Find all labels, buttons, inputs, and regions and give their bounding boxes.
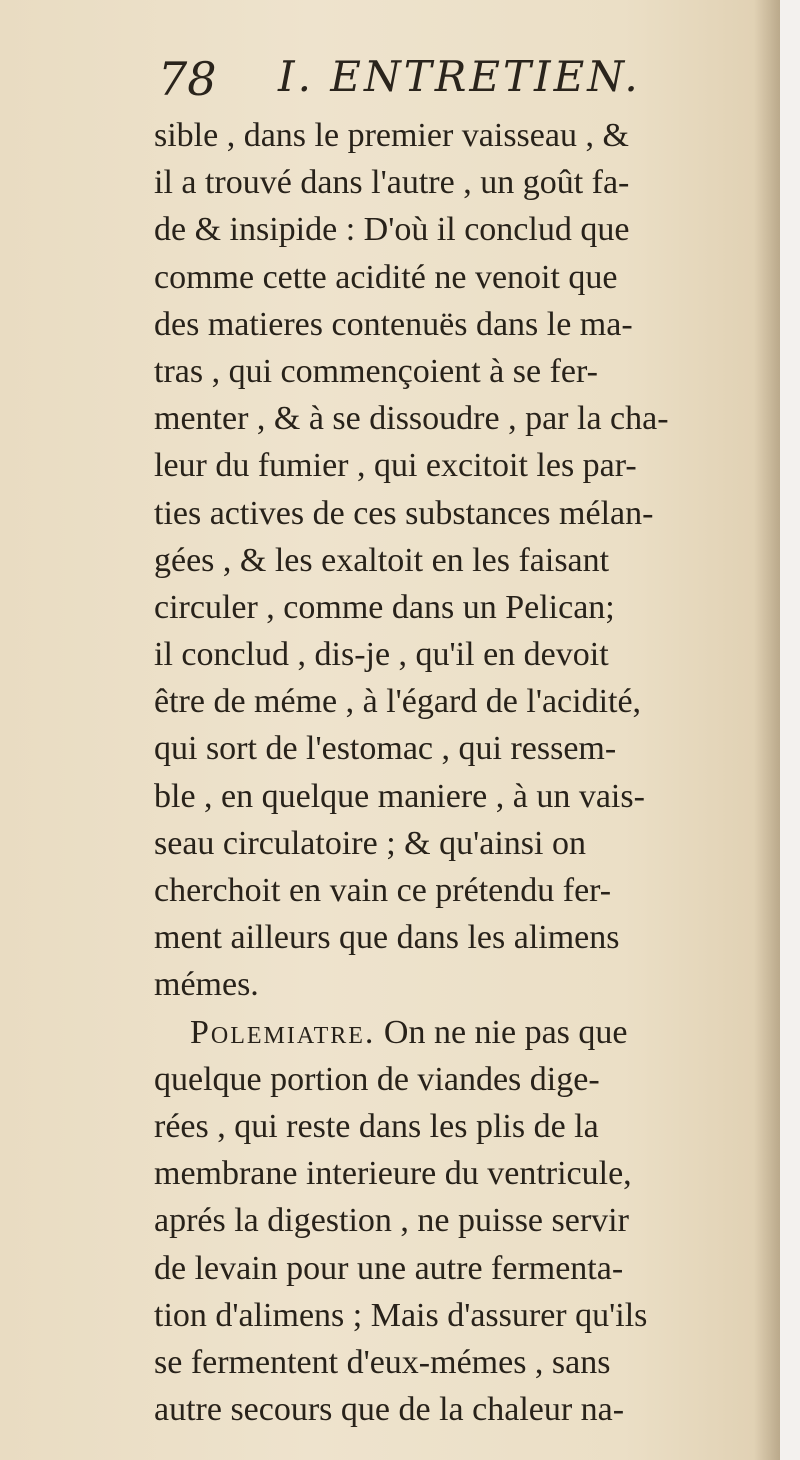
- text-line: comme cette acidité ne venoit que: [154, 258, 618, 296]
- text-line: tion d'alimens ; Mais d'assurer qu'ils: [154, 1296, 648, 1334]
- text-line: menter , & à se dissoudre , par la cha-: [154, 400, 669, 438]
- text-line: aprés la digestion , ne puisse servir: [154, 1202, 629, 1240]
- paragraph-1: [154, 112, 764, 1009]
- text-line: gées , & les exaltoit en les faisant: [154, 541, 610, 579]
- text-line: se fermentent d'eux-mémes , sans: [154, 1343, 611, 1381]
- text-line: quelque portion de viandes dige-: [154, 1060, 600, 1098]
- text-line: de levain pour une autre fermenta-: [154, 1249, 624, 1287]
- text-line: rées , qui reste dans les plis de la: [154, 1107, 599, 1145]
- page-body: [154, 112, 764, 1433]
- running-head: I. ENTRETIEN.: [278, 52, 641, 101]
- text-line: seau circulatoire ; & qu'ainsi on: [154, 824, 586, 862]
- text-line: ment ailleurs que dans les alimens: [154, 919, 620, 957]
- text-line: qui sort de l'estomac , qui ressem-: [154, 730, 617, 768]
- text-line: tras , qui commençoient à se fer-: [154, 352, 598, 390]
- text-line: circuler , comme dans un Pelican;: [154, 588, 615, 626]
- text-line: ties actives de ces substances mélan-: [154, 494, 654, 532]
- text-line: il a trouvé dans l'autre , un goût fa-: [154, 164, 630, 202]
- speaker-name: Polemiatre.: [190, 1013, 376, 1051]
- text-line: sible , dans le premier vaisseau , &: [154, 117, 629, 154]
- text-line: autre secours que de la chaleur na-: [154, 1391, 625, 1429]
- speech-text: On ne nie pas que: [375, 1013, 628, 1051]
- text-line: mémes.: [154, 966, 259, 1004]
- text-line: ble , en quelque maniere , à un vais-: [154, 777, 645, 815]
- text-line: [154, 1009, 764, 1056]
- page-number: 78: [158, 52, 217, 106]
- text-line: cherchoit en vain ce prétendu fer-: [154, 872, 612, 909]
- text-line: de & insipide : D'où il conclud que: [154, 211, 630, 249]
- page-header: [158, 52, 718, 108]
- text-line: des matieres contenuës dans le ma-: [154, 305, 633, 343]
- text-line: membrane interieure du ventricule,: [154, 1155, 632, 1193]
- text-line: il conclud , dis-je , qu'il en devoit: [154, 636, 609, 674]
- text-line: leur du fumier , qui excitoit les par-: [154, 447, 637, 485]
- paragraph-2: [154, 1009, 764, 1434]
- text-line: être de méme , à l'égard de l'acidité,: [154, 683, 642, 721]
